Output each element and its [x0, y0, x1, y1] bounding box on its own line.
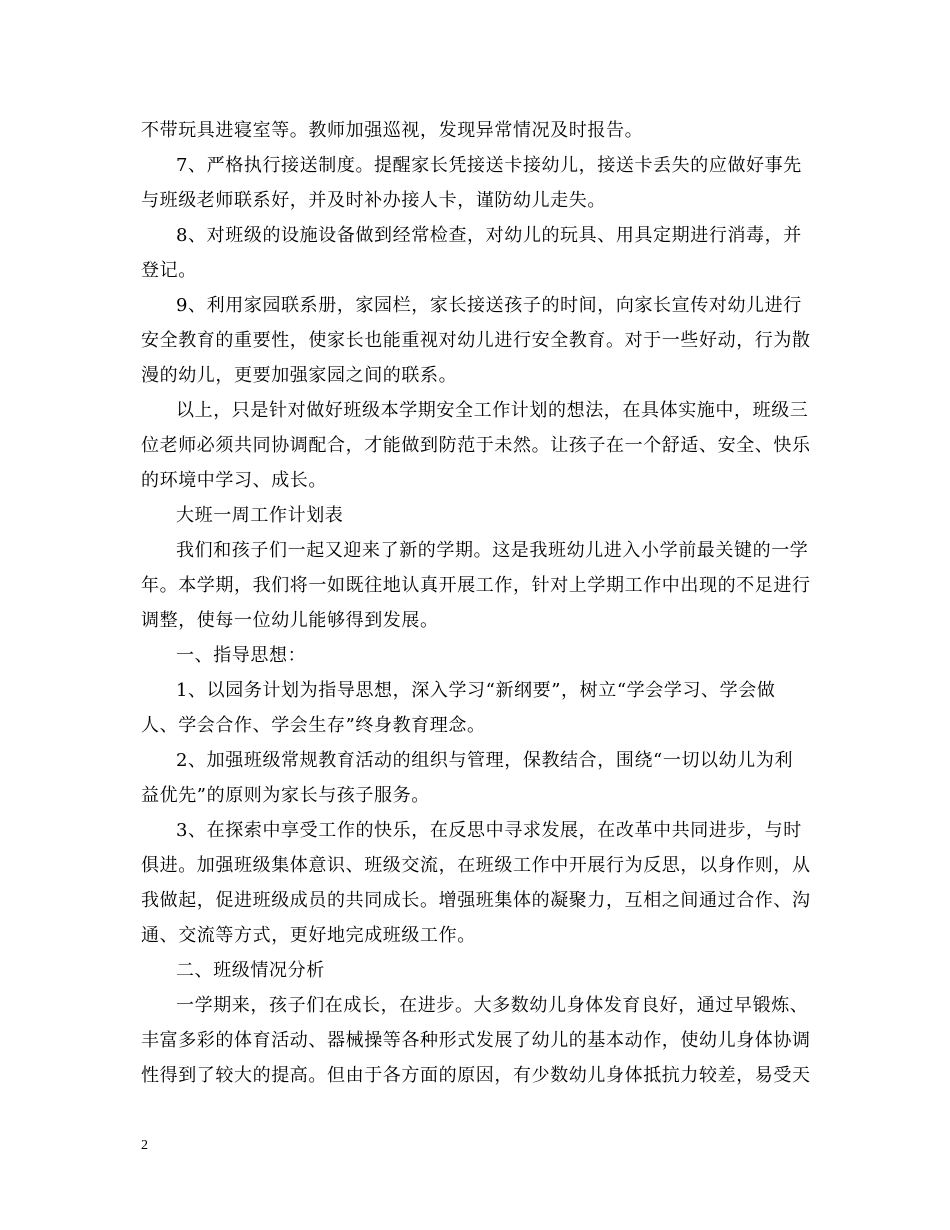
text-line: 益优先”的原则为家长与孩子服务。	[141, 785, 430, 806]
text-line: 以上，只是针对做好班级本学期安全工作计划的想法，在具体实施中，班级三	[176, 400, 809, 421]
text-line: 9、利用家园联系册，家园栏，家长接送孩子的时间，向家长宣传对幼儿进行	[176, 295, 802, 316]
text-line: 与班级老师联系好，并及时补办接人卡，谨防幼儿走失。	[141, 190, 606, 211]
text-line: 调整，使每一位幼儿能够得到发展。	[141, 610, 439, 631]
text-line: 的环境中学习、成长。	[141, 470, 327, 491]
text-line: 我做起，促进班级成员的共同成长。增强班集体的凝聚力，互相之间通过合作、沟	[141, 890, 811, 911]
text-line: 安全教育的重要性，使家长也能重视对幼儿进行安全教育。对于一些好动，行为散	[141, 330, 811, 351]
text-line: 俱进。加强班级集体意识、班级交流，在班级工作中开展行为反思，以身作则，从	[141, 855, 811, 876]
section-heading: 二、班级情况分析	[176, 960, 325, 981]
text-line: 1、以园务计划为指导思想，深入学习“新纲要”，树立“学会学习、学会做	[176, 680, 776, 701]
text-line: 2、加强班级常规教育活动的组织与管理，保教结合，围绕“一切以幼儿为利	[176, 750, 794, 771]
page-number: 2	[141, 1138, 148, 1153]
text-line: 位老师必须共同协调配合，才能做到防范于未然。让孩子在一个舒适、安全、快乐	[141, 435, 811, 456]
text-line: 一学期来，孩子们在成长，在进步。大多数幼儿身体发育良好，通过早锻炼、	[176, 995, 809, 1016]
text-line: 人、学会合作、学会生存”终身教育理念。	[141, 715, 486, 736]
text-line: 3、在探索中享受工作的快乐，在反思中寻求发展，在改革中共同进步，与时	[176, 820, 802, 841]
text-line: 我们和孩子们一起又迎来了新的学期。这是我班幼儿进入小学前最关键的一学	[176, 540, 809, 561]
text-line: 登记。	[141, 260, 197, 281]
text-line: 8、对班级的设施设备做到经常检查，对幼儿的玩具、用具定期进行消毒，并	[176, 225, 802, 246]
text-line: 漫的幼儿，更要加强家园之间的联系。	[141, 365, 458, 386]
text-line: 性得到了较大的提高。但由于各方面的原因，有少数幼儿身体抵抗力较差，易受天	[141, 1065, 811, 1086]
text-line: 通、交流等方式，更好地完成班级工作。	[141, 925, 476, 946]
text-line: 不带玩具进寝室等。教师加强巡视，发现异常情况及时报告。	[141, 120, 644, 141]
text-line: 丰富多彩的体育活动、器械操等各种形式发展了幼儿的基本动作，使幼儿身体协调	[141, 1030, 811, 1051]
text-line: 年。本学期，我们将一如既往地认真开展工作，针对上学期工作中出现的不足进行	[141, 575, 811, 596]
text-line: 7、严格执行接送制度。提醒家长凭接送卡接幼儿，接送卡丢失的应做好事先	[176, 155, 802, 176]
section-heading: 一、指导思想：	[176, 645, 307, 666]
section-title: 大班一周工作计划表	[176, 505, 344, 526]
